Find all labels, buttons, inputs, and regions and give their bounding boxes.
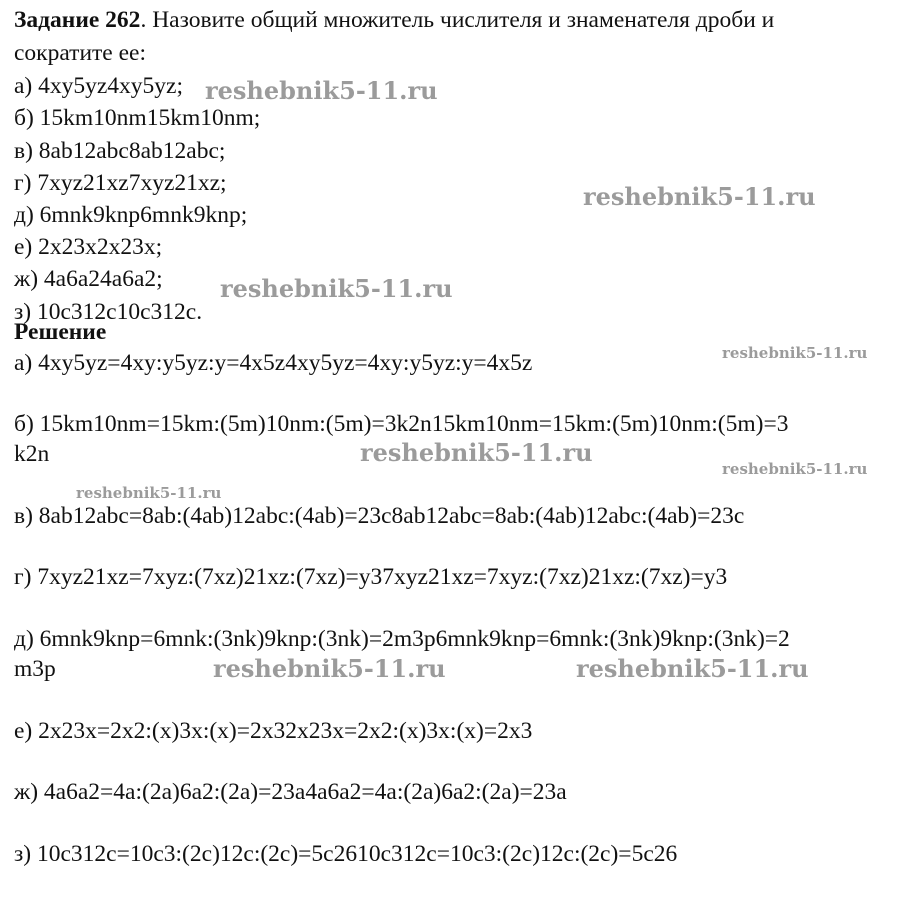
- solution-v: в) 8ab12abc=8ab:(4ab)12abc:(4ab)=23c8ab12abc=8ab:(4ab)12abc:(4ab)=23c: [14, 503, 745, 529]
- watermark: reshebnik5-11.ru: [213, 654, 446, 683]
- watermark: reshebnik5-11.ru: [722, 344, 868, 362]
- task-item-e: е) 2x23x2x23x;: [14, 234, 163, 260]
- solution-b-line2: k2n: [14, 441, 50, 467]
- task-title-line: [14, 8, 774, 34]
- watermark: reshebnik5-11.ru: [576, 654, 809, 683]
- task-number: Задание 262: [14, 7, 141, 33]
- task-text: . Назовите общий множитель числителя и знаменателя дроби и: [140, 7, 775, 33]
- task-text-line2: сократите ее:: [14, 40, 146, 66]
- task-item-d: д) 6mnk9knp6mnk9knp;: [14, 202, 248, 228]
- watermark: reshebnik5-11.ru: [360, 438, 593, 467]
- task-item-zh: ж) 4a6a24a6a2;: [14, 266, 163, 292]
- task-item-a: а) 4xy5yz4xy5yz;: [14, 73, 184, 99]
- solution-g: г) 7xyz21xz=7xyz:(7xz)21xz:(7xz)=y37xyz21xz=7xyz:(7xz)21xz:(7xz)=y3: [14, 564, 728, 590]
- task-item-v: в) 8ab12abc8ab12abc;: [14, 138, 226, 164]
- solution-e: е) 2x23x=2x2:(x)3x:(x)=2x32x23x=2x2:(x)3x:(x)=2x3: [14, 718, 533, 744]
- solution-heading: Решение: [14, 319, 107, 345]
- watermark: reshebnik5-11.ru: [76, 484, 222, 502]
- watermark: reshebnik5-11.ru: [205, 76, 438, 105]
- solution-b-line1: б) 15km10nm=15km:(5m)10nm:(5m)=3k2n15km10nm=15km:(5m)10nm:(5m)=3: [14, 411, 789, 437]
- watermark: reshebnik5-11.ru: [722, 460, 868, 478]
- solution-d-line2: m3p: [14, 656, 56, 682]
- task-item-g: г) 7xyz21xz7xyz21xz;: [14, 170, 227, 196]
- watermark: reshebnik5-11.ru: [583, 182, 816, 211]
- solution-z: з) 10c312c=10c3:(2c)12c:(2c)=5c2610c312c=10c3:(2c)12c:(2c)=5c26: [14, 841, 678, 867]
- watermark: reshebnik5-11.ru: [220, 274, 453, 303]
- solution-d-line1: д) 6mnk9knp=6mnk:(3nk)9knp:(3nk)=2m3p6mnk9knp=6mnk:(3nk)9knp:(3nk)=2: [14, 626, 790, 652]
- solution-zh: ж) 4a6a2=4a:(2a)6a2:(2a)=23a4a6a2=4a:(2a)6a2:(2a)=23a: [14, 779, 567, 805]
- task-item-z: з) 10c312c10c312c.: [14, 299, 203, 325]
- solution-a: а) 4xy5yz=4xy:y5yz:y=4x5z4xy5yz=4xy:y5yz:y=4x5z: [14, 350, 533, 376]
- task-item-b: б) 15km10nm15km10nm;: [14, 105, 261, 131]
